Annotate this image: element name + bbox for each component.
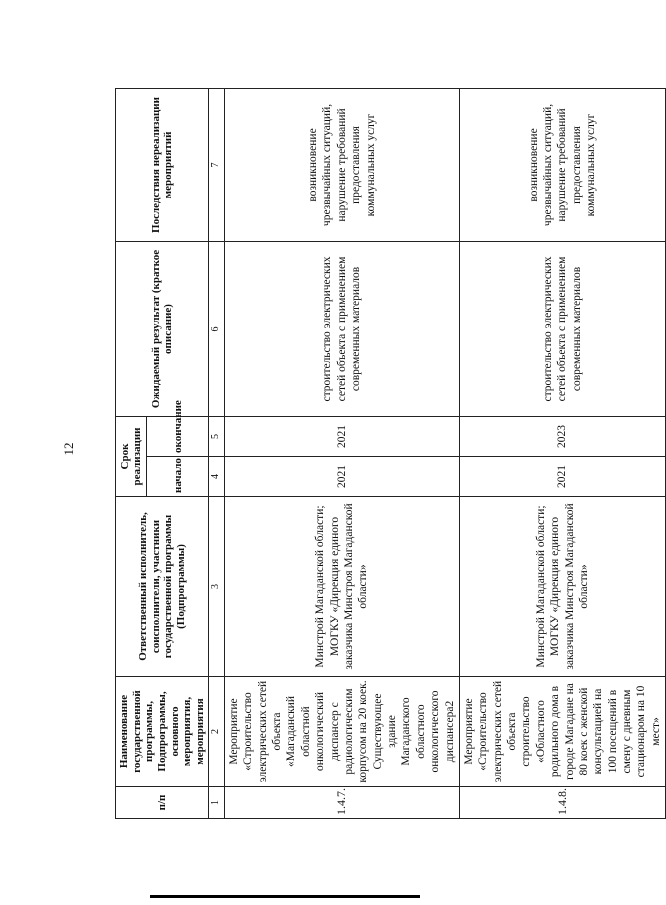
program-table <box>115 88 666 819</box>
table-row <box>224 88 459 818</box>
header-term: Срок реализации <box>116 416 147 496</box>
col-number: 2 <box>209 677 225 787</box>
row-consequences: возникновение чрезвычайных ситуаций, нарушение требований предоставления коммунальных услуг <box>459 88 665 241</box>
col-number: 3 <box>209 497 225 677</box>
col-number: 4 <box>209 457 225 497</box>
row-start: 2021 <box>459 457 665 497</box>
header-executor: Ответственный исполнитель, соисполнители, участники государственной программы (Подпрограммы) <box>116 497 209 677</box>
table-row <box>459 88 665 818</box>
row-end: 2023 <box>459 416 665 456</box>
row-executor: Минстрой Магаданской области; МОГКУ «Дирекция единого заказчика Минстроя Магаданской области» <box>459 497 665 677</box>
header-end: окончание <box>147 416 209 456</box>
row-end: 2021 <box>224 416 459 456</box>
header-result: Ожидаемый результат (краткое описание) <box>116 241 209 416</box>
header-name: Наименование государственной программы, Подпрограммы, основного мероприятия, мероприятия <box>116 677 209 787</box>
row-result: строительство электрических сетей объекта с применением современных материалов <box>459 241 665 416</box>
col-number: 7 <box>209 88 225 241</box>
row-name: Мероприятие «Строительство электрических сетей объекта «Магаданский областной онкологический диспансер с радиологическим корпусом на 20 коек. Существующее здание Магаданского областного онкологического диспансера2 <box>224 677 459 787</box>
row-name: Мероприятие «Строительство электрических сетей объекта строительство «Областного родильного дома в городе Магадане на 80 коек с женской консультацией на 100 посещений в смену с дневным стационаром на 10 мест» <box>459 677 665 787</box>
header-start: начало <box>147 457 209 497</box>
header-num: п/п <box>116 787 209 819</box>
row-executor: Минстрой Магаданской области; МОГКУ «Дирекция единого заказчика Минстроя Магаданской области» <box>224 497 459 677</box>
rotated-table-container <box>115 89 662 819</box>
row-id: 1.4.8. <box>459 787 665 819</box>
row-start: 2021 <box>224 457 459 497</box>
header-consequences: Последствия нереализации мероприятий <box>116 88 209 241</box>
col-number: 1 <box>209 787 225 819</box>
row-result: строительство электрических сетей объекта с применением современных материалов <box>224 241 459 416</box>
row-consequences: возникновение чрезвычайных ситуаций, нарушение требований предоставления коммунальных услуг <box>224 88 459 241</box>
page-number: 12 <box>61 442 76 456</box>
scan-edge-line <box>150 895 420 898</box>
row-id: 1.4.7. <box>224 787 459 819</box>
col-number: 6 <box>209 241 225 416</box>
col-number: 5 <box>209 416 225 456</box>
